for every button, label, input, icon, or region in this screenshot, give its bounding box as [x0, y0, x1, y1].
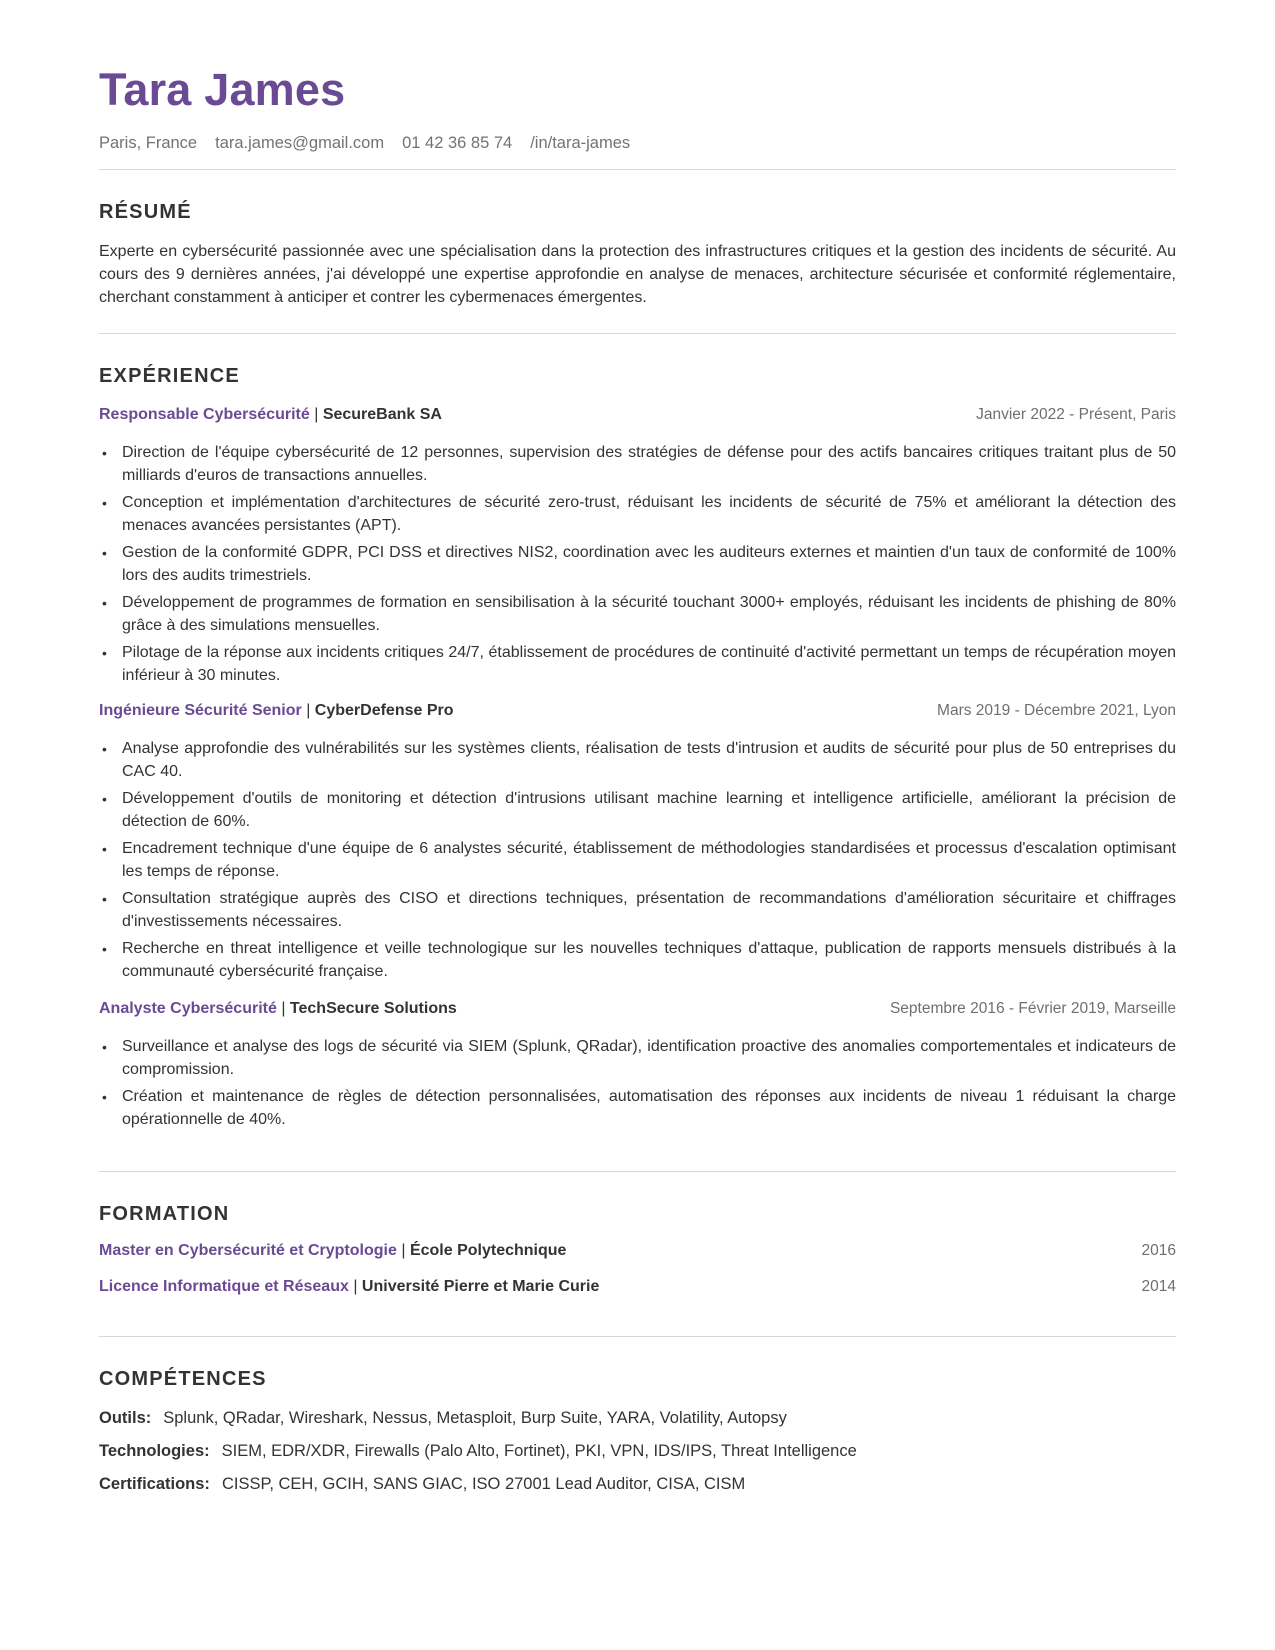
- separator: |: [314, 406, 319, 423]
- bullet-icon: •: [102, 891, 107, 907]
- education-heading: [99, 1276, 599, 1298]
- divider: [99, 333, 1176, 334]
- education-year: 2014: [1141, 1278, 1176, 1295]
- bullet-icon: •: [102, 445, 107, 461]
- bullet-text: Pilotage de la réponse aux incidents critiques 24/7, établissement de procédures de continuité d'activité permettant un temps de récupération moyen inférieur à 30 minutes.: [122, 644, 1176, 684]
- bullet-text: Gestion de la conformité GDPR, PCI DSS et directives NIS2, coordination avec les auditeurs externes et maintien d'un taux de conformité de 100% lors des audits trimestriels.: [122, 544, 1176, 584]
- list-item: [99, 442, 1176, 487]
- company-name: CyberDefense Pro: [314, 702, 454, 719]
- education-entry: [99, 1276, 1176, 1298]
- skill-label: Technologies:: [99, 1442, 210, 1460]
- list-item: [99, 838, 1176, 883]
- job-bullets: [99, 738, 1176, 983]
- bullet-icon: •: [102, 545, 107, 561]
- education-year: 2016: [1141, 1242, 1176, 1259]
- separator: |: [306, 702, 311, 719]
- job-bullets: [99, 1036, 1176, 1131]
- school-name: École Polytechnique: [409, 1242, 567, 1259]
- bullet-icon: •: [102, 741, 107, 757]
- separator: |: [401, 1242, 406, 1259]
- job-dates-location: Janvier 2022 - Présent, Paris: [976, 406, 1176, 423]
- list-item: [99, 542, 1176, 587]
- bullet-icon: •: [102, 495, 107, 511]
- bullet-text: Recherche en threat intelligence et veille technologique sur les nouvelles techniques d'attaque, publication de rapports mensuels distribués à la communauté cybersécurité française.: [122, 940, 1176, 980]
- separator: |: [281, 1000, 286, 1017]
- degree-name: Master en Cybersécurité et Cryptologie: [99, 1242, 397, 1259]
- job-entry: [99, 700, 1176, 983]
- skill-label: Certifications:: [99, 1475, 210, 1493]
- skills-title: COMPÉTENCES: [99, 1368, 267, 1390]
- list-item: [99, 888, 1176, 933]
- skill-row: [99, 1473, 1176, 1495]
- experience-title: EXPÉRIENCE: [99, 365, 240, 387]
- degree-name: Licence Informatique et Réseaux: [99, 1278, 349, 1295]
- list-item: [99, 738, 1176, 783]
- job-dates-location: Septembre 2016 - Février 2019, Marseille: [889, 1000, 1176, 1017]
- skill-row: [99, 1407, 1176, 1429]
- list-item: [99, 1036, 1176, 1081]
- summary-text: Experte en cybersécurité passionnée avec une spécialisation dans la protection des infrastructures critiques et la gestion des incidents de sécurité. Au cours des 9 dernières années, j'ai développé une expertise approfondie en analyse de menaces, architecture sécurisée et conformité réglementaire, cherchant constamment à anticiper et contrer les cybermenaces émergentes.: [99, 243, 1176, 306]
- job-heading: [99, 700, 454, 722]
- list-item: [99, 1086, 1176, 1131]
- bullet-text: Conception et implémentation d'architectures de sécurité zero-trust, réduisant les incidents de sécurité de 75% et améliorant la détection des menaces avancées persistantes (APT).: [122, 494, 1176, 534]
- divider: [99, 1171, 1176, 1172]
- job-header: [99, 998, 1176, 1020]
- divider: [99, 1336, 1176, 1337]
- school-name: Université Pierre et Marie Curie: [361, 1278, 600, 1295]
- linkedin: /in/tara-james: [530, 134, 631, 152]
- job-title: Ingénieure Sécurité Senior: [99, 702, 302, 719]
- location: Paris, France: [99, 134, 198, 152]
- education-title: FORMATION: [99, 1203, 230, 1225]
- job-header: [99, 700, 1176, 722]
- bullet-text: Développement de programmes de formation en sensibilisation à la sécurité touchant 3000+ employés, réduisant les incidents de phishing de 80% grâce à des simulations mensuelles.: [122, 594, 1176, 634]
- job-bullets: [99, 442, 1176, 687]
- bullet-icon: •: [102, 1089, 107, 1105]
- bullet-text: Création et maintenance de règles de détection personnalisées, automatisation des réponses aux incidents de niveau 1 réduisant la charge opérationnelle de 40%.: [122, 1088, 1176, 1128]
- contact-line: [99, 134, 1176, 153]
- job-dates-location: Mars 2019 - Décembre 2021, Lyon: [937, 702, 1176, 719]
- candidate-name: Tara James: [99, 64, 346, 115]
- bullet-icon: •: [102, 841, 107, 857]
- list-item: [99, 592, 1176, 637]
- skill-values: SIEM, EDR/XDR, Firewalls (Palo Alto, Fortinet), PKI, VPN, IDS/IPS, Threat Intelligence: [221, 1442, 857, 1460]
- bullet-text: Direction de l'équipe cybersécurité de 12 personnes, supervision des stratégies de défense pour des actifs bancaires critiques traitant plus de 50 milliards d'euros de transactions annuelles.: [122, 444, 1176, 484]
- list-item: [99, 938, 1176, 983]
- skill-values: Splunk, QRadar, Wireshark, Nessus, Metasploit, Burp Suite, YARA, Volatility, Autopsy: [163, 1409, 787, 1427]
- job-title: Analyste Cybersécurité: [99, 1000, 277, 1017]
- list-item: [99, 642, 1176, 687]
- bullet-text: Consultation stratégique auprès des CISO et directions techniques, présentation de recommandations d'amélioration sécuritaire et chiffrages d'investissements nécessaires.: [122, 890, 1176, 930]
- bullet-icon: •: [102, 941, 107, 957]
- bullet-icon: •: [102, 1039, 107, 1055]
- bullet-icon: •: [102, 791, 107, 807]
- job-entry: [99, 404, 1176, 687]
- job-heading: [99, 404, 442, 426]
- education-entry: [99, 1240, 1176, 1262]
- job-entry: [99, 998, 1176, 1131]
- company-name: SecureBank SA: [322, 406, 442, 423]
- bullet-text: Analyse approfondie des vulnérabilités sur les systèmes clients, réalisation de tests d'intrusion et audits de sécurité pour plus de 50 entreprises du CAC 40.: [122, 740, 1176, 780]
- phone: 01 42 36 85 74: [402, 134, 513, 152]
- job-header: [99, 404, 1176, 426]
- separator: |: [353, 1278, 358, 1295]
- email: tara.james@gmail.com: [215, 134, 385, 152]
- list-item: [99, 492, 1176, 537]
- bullet-text: Encadrement technique d'une équipe de 6 analystes sécurité, établissement de méthodologies standardisées et processus d'escalation optimisant les temps de réponse.: [122, 840, 1176, 880]
- divider: [99, 169, 1176, 170]
- bullet-text: Développement d'outils de monitoring et détection d'intrusions utilisant machine learning et intelligence artificielle, améliorant la précision de détection de 60%.: [122, 790, 1176, 830]
- education-heading: [99, 1240, 566, 1262]
- skill-values: CISSP, CEH, GCIH, SANS GIAC, ISO 27001 Lead Auditor, CISA, CISM: [221, 1475, 746, 1493]
- job-heading: [99, 998, 457, 1020]
- bullet-icon: •: [102, 645, 107, 661]
- skill-row: [99, 1440, 1176, 1462]
- summary-title: RÉSUMÉ: [99, 201, 192, 223]
- bullet-icon: •: [102, 595, 107, 611]
- list-item: [99, 788, 1176, 833]
- bullet-text: Surveillance et analyse des logs de sécurité via SIEM (Splunk, QRadar), identification proactive des anomalies comportementales et indicateurs de compromission.: [122, 1038, 1176, 1078]
- job-title: Responsable Cybersécurité: [99, 406, 310, 423]
- company-name: TechSecure Solutions: [289, 1000, 457, 1017]
- skill-label: Outils:: [99, 1409, 152, 1427]
